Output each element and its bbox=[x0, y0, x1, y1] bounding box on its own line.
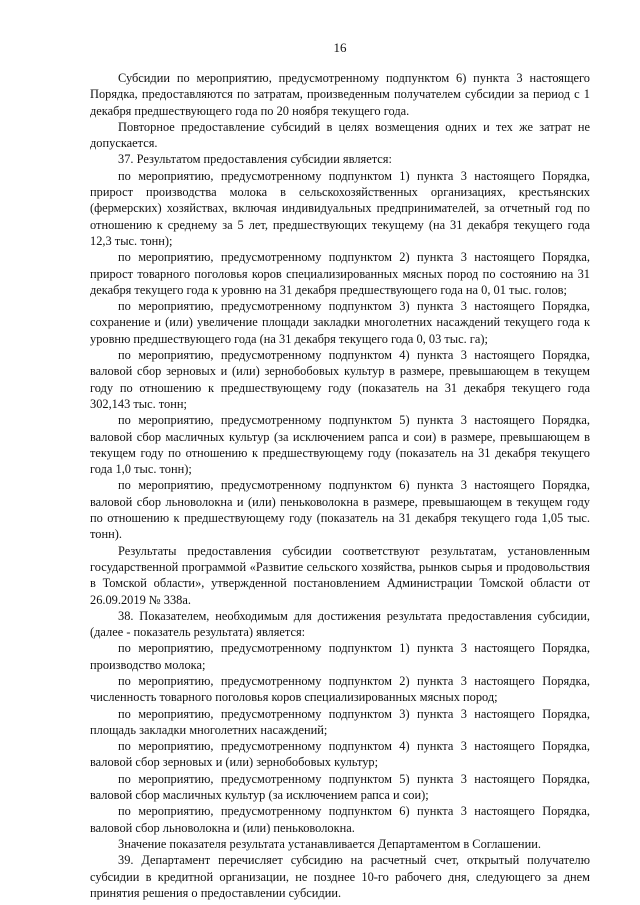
paragraph-item-37: 37. Результатом предоставления субсидии является: bbox=[118, 152, 392, 167]
paragraph-indicator-6: по мероприятию, предусмотренному подпунктом 6) пункта 3 настоящего Порядка, валовой сбор льноволокна и (или) пеньковолокна. bbox=[90, 804, 590, 835]
paragraph-result-1: по мероприятию, предусмотренному подпунктом 1) пункта 3 настоящего Порядка, прирост производства молока в сельскохозяйственных организациях, крестьянских (фермерских) хозяйствах, включая индивидуальных предпринимателей, за отчетный год по отношению к среднему за 5 лет, предшествующих текущему (на 31 декабря текущего года 12,3 тыс. тонн); bbox=[90, 168, 590, 248]
paragraph-indicator-4: по мероприятию, предусмотренному подпунктом 4) пункта 3 настоящего Порядка, валовой сбор зерновых и (или) зернобобовых культур; bbox=[90, 739, 590, 770]
paragraph-indicator-1: по мероприятию, предусмотренному подпунктом 1) пункта 3 настоящего Порядка, производство молока; bbox=[90, 641, 590, 672]
paragraph-indicator-2: по мероприятию, предусмотренному подпунктом 2) пункта 3 настоящего Порядка, численность товарного поголовья коров специализированных мясных пород; bbox=[90, 673, 590, 705]
paragraph-result-3: по мероприятию, предусмотренному подпунктом 3) пункта 3 настоящего Порядка, сохранение и (или) увеличение площади закладки многолетних насаждений текущего года к уровню предшествующего года (на 31 декабря текущего года 0, 03 тыс. га); bbox=[90, 299, 590, 346]
paragraph-program-reference: Результаты предоставления субсидии соответствуют результатам, установленным государственной программой «Развитие сельского хозяйства, рынков сырья и продовольствия в Томской области», утвержденной постановлением Администрации Томской области от 26.09.2019 № 338а. bbox=[90, 543, 590, 607]
paragraph-result-2: по мероприятию, предусмотренному подпунктом 2) пункта 3 настоящего Порядка, прирост товарного поголовья коров специализированных мясных пород по состоянию на 31 декабря текущего года к уровню на 31 декабря предшествующего года на 0, 01 тыс. голов; bbox=[90, 250, 590, 297]
paragraph-indicator-value: Значение показателя результата устанавливается Департаментом в Соглашении. bbox=[118, 836, 541, 851]
paragraph-result-4: по мероприятию, предусмотренному подпунктом 4) пункта 3 настоящего Порядка, валовой сбор зерновых и (или) зернобобовых культур в размере, превышающем в текущем году по отношению к предшествующему году (показатель на 31 декабря текущего года 302,143 тыс. тонн; bbox=[90, 348, 590, 411]
document-page bbox=[90, 40, 590, 900]
page-number: 16 bbox=[333, 40, 347, 55]
paragraph-item-39: 39. Департамент перечисляет субсидию на расчетный счет, открытый получателю субсидии в кредитной организации, не позднее 10-го рабочего дня, следующего за днем принятия решения о предоставлении субсидии. bbox=[90, 853, 590, 900]
paragraph-indicator-5: по мероприятию, предусмотренному подпунктом 5) пункта 3 настоящего Порядка, валовой сбор масличных культур (за исключением рапса и сои); bbox=[90, 771, 590, 803]
paragraph-result-5: по мероприятию, предусмотренному подпунктом 5) пункта 3 настоящего Порядка, валовой сбор масличных культур (за исключением рапса и сои) в размере, превышающем в текущем году по отношению к предшествующему году (показатель на 31 декабря текущего года 1,0 тыс. тонн); bbox=[90, 413, 590, 477]
paragraph-item-38: 38. Показателем, необходимым для достижения результата предоставления субсидии, (далее - показатель результата) является: bbox=[90, 608, 590, 640]
paragraph-subsidy-period: Субсидии по мероприятию, предусмотренному подпунктом 6) пункта 3 настоящего Порядка, предоставляются по затратам, произведенным получателем субсидии за период с 1 декабря предшествующего года по 20 ноября текущего года. bbox=[90, 71, 590, 118]
paragraph-repeat-subsidy: Повторное предоставление субсидий в целях возмещения одних и тех же затрат не допускается. bbox=[90, 119, 590, 151]
paragraph-indicator-3: по мероприятию, предусмотренному подпунктом 3) пункта 3 настоящего Порядка, площадь закладки многолетних насаждений; bbox=[90, 706, 590, 737]
paragraph-result-6: по мероприятию, предусмотренному подпунктом 6) пункта 3 настоящего Порядка, валовой сбор льноволокна и (или) пеньковолокна в размере, превышающем в текущем году по отношению к предшествующему году (показатель на 31 декабря текущего года 1,05 тыс. тонн). bbox=[90, 478, 590, 542]
